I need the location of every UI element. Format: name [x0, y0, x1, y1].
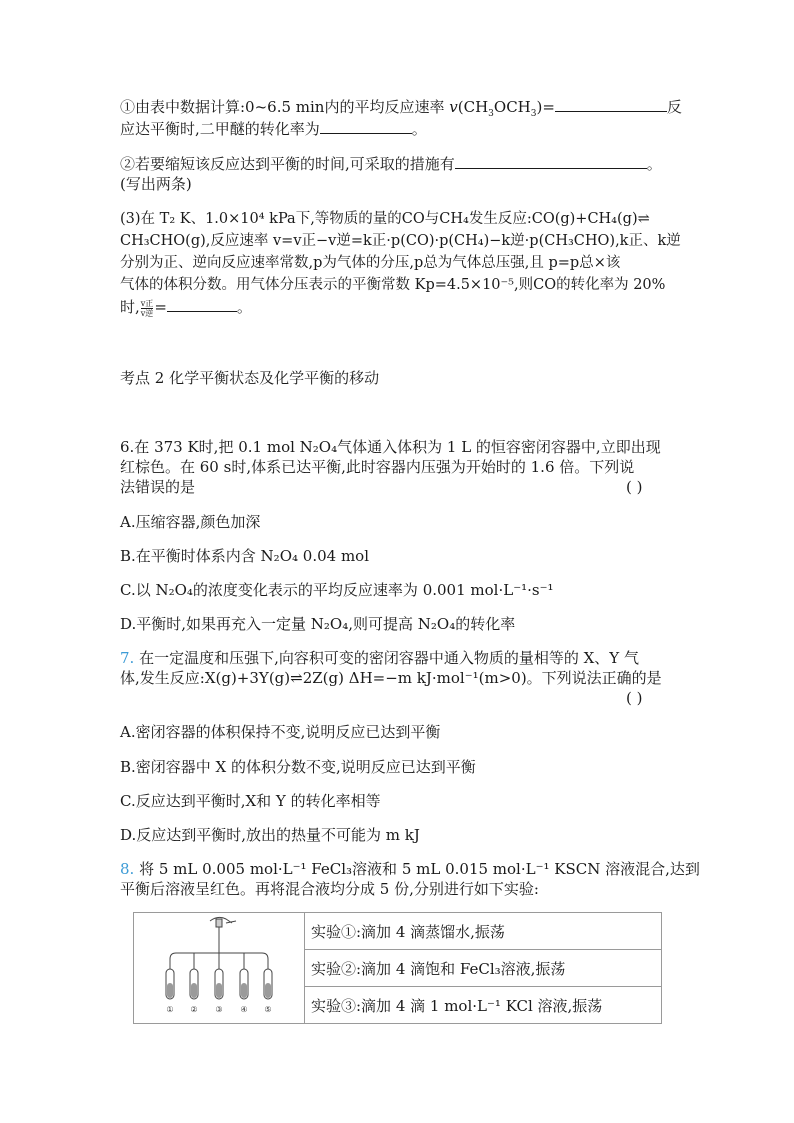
q7-stem: 在一定温度和压强下,向容积可变的密闭容器中通入物质的量相等的 X、Y 气	[134, 649, 639, 667]
q5-part3-line4: 气体的体积分数。用气体分压表示的平衡常数 Kp=4.5×10⁻⁵,则CO的转化率为 20%	[120, 277, 666, 293]
tube-label-2: ②	[190, 1005, 198, 1014]
period: 。	[646, 155, 662, 173]
q6-option-b[interactable]: B.在平衡时体系内含 N₂O₄ 0.04 mol	[120, 547, 369, 565]
test-tube-1	[166, 969, 174, 999]
experiment-1-cell: 实验①:滴加 4 滴蒸馏水,振荡	[305, 913, 662, 950]
q8-line1	[120, 859, 700, 879]
period: 。	[411, 120, 427, 138]
q7-number: 7.	[120, 649, 135, 667]
period: 。	[236, 298, 252, 316]
q5-part2-line1	[120, 154, 662, 174]
test-tube-2	[190, 969, 198, 999]
test-tube-4	[240, 969, 248, 999]
q6-stem-end: 法错误的是	[120, 478, 196, 496]
q5-when-text: 时,	[120, 298, 140, 316]
fraction-numerator: v正	[140, 298, 154, 308]
test-tube-row	[166, 969, 272, 999]
q7-line2: 体,发生反应:X(g)+3Y(g)⇌2Z(g) ΔH=−m kJ·mol⁻¹(m>0)。下列说法正确的是	[120, 669, 662, 687]
q6-option-d[interactable]: D.平衡时,如果再充入一定量 N₂O₄,则可提高 N₂O₄的转化率	[120, 615, 516, 633]
q6-option-a[interactable]: A.压缩容器,颜色加深	[120, 513, 261, 531]
tube-label-5: ⑤	[264, 1005, 272, 1014]
equals-sign: =	[154, 298, 167, 316]
test-tubes-diagram	[134, 913, 304, 1019]
tube-label-1: ①	[166, 1005, 174, 1014]
experiment-table	[133, 912, 662, 1024]
tube-label-3: ③	[215, 1005, 223, 1014]
q7-option-d[interactable]: D.反应达到平衡时,放出的热量不可能为 m kJ	[120, 826, 420, 844]
answer-blank-conversion[interactable]	[320, 119, 412, 134]
q5-species-mid: OCH	[493, 98, 531, 116]
q7-option-b[interactable]: B.密闭容器中 X 的体积分数不变,说明反应已达到平衡	[120, 758, 476, 776]
fraction-denominator: v逆	[140, 308, 154, 318]
answer-blank-measures[interactable]	[455, 154, 647, 169]
subscript: 3	[488, 109, 494, 119]
q6-line3	[120, 477, 195, 497]
q5-part1-text: ①由表中数据计算:0~6.5 min内的平均反应速率	[120, 98, 450, 116]
subscript: 3	[530, 109, 537, 119]
q5-line1-tail: 反	[666, 98, 682, 116]
rate-fraction	[141, 299, 154, 318]
q5-part3-line5	[120, 297, 252, 318]
q7-line1	[120, 648, 639, 668]
dropper-icon	[210, 917, 236, 945]
q5-part2-line2: (写出两条)	[120, 175, 192, 193]
q6-option-c[interactable]: C.以 N₂O₄的浓度变化表示的平均反应速率为 0.001 mol·L⁻¹·s⁻¹	[120, 581, 554, 599]
q7-answer-paren[interactable]: ( )	[626, 689, 643, 707]
q7-option-c[interactable]: C.反应达到平衡时,X和 Y 的转化率相等	[120, 792, 381, 810]
answer-blank-rate[interactable]	[555, 97, 667, 112]
q5-part3-line3: 分别为正、逆向反应速率常数,p为气体的分压,p总为气体总压强,且 p=p总×该	[120, 255, 621, 271]
q6-line2: 红棕色。在 60 s时,体系已达平衡,此时容器内压强为开始时的 1.6 倍。下列说	[120, 458, 635, 476]
experiment-2-cell: 实验②:滴加 4 滴饱和 FeCl₃溶液,振荡	[305, 950, 662, 987]
q5-part3-line1: (3)在 T₂ K、1.0×10⁴ kPa下,等物质的量的CO与CH₄发生反应:CO(g)+CH₄(g)⇌	[120, 211, 650, 227]
section-heading: 考点 2 化学平衡状态及化学平衡的移动	[120, 369, 380, 387]
q5-measures-text: ②若要缩短该反应达到平衡的时间,可采取的措施有	[120, 155, 455, 173]
q6-answer-paren[interactable]: ( )	[626, 478, 643, 496]
test-tube-3	[215, 969, 223, 999]
q5-species-end: )=	[536, 98, 555, 116]
experiment-3-cell: 实验③:滴加 4 滴 1 mol·L⁻¹ KCl 溶液,振荡	[305, 987, 662, 1024]
q7-option-a[interactable]: A.密闭容器的体积保持不变,说明反应已达到平衡	[120, 723, 441, 741]
answer-blank-ratio[interactable]	[167, 297, 237, 312]
q8-line2: 平衡后溶液呈红色。再将混合液均分成 5 份,分别进行如下实验:	[120, 880, 539, 898]
q6-line1: 6.在 373 K时,把 0.1 mol N₂O₄气体通入体积为 1 L 的恒容密闭容器中,立即出现	[120, 438, 661, 456]
q5-part3-line2: CH₃CHO(g),反应速率 v=v正−v逆=k正·p(CO)·p(CH₄)−k逆·p(CH₃CHO),k正、k逆	[120, 233, 681, 249]
test-tube-5	[264, 969, 272, 999]
q5-species: (CH	[457, 98, 489, 116]
q5-rate-symbol: v	[449, 98, 458, 116]
q8-stem: 将 5 mL 0.005 mol·L⁻¹ FeCl₃溶液和 5 mL 0.015 mol·L⁻¹ KSCN 溶液混合,达到	[134, 860, 700, 878]
tube-label-4: ④	[240, 1005, 248, 1014]
q5-part1-line2	[120, 119, 427, 139]
q5-part1-line1	[120, 97, 682, 117]
q5-conversion-text: 应达平衡时,二甲醚的转化率为	[120, 120, 320, 138]
q8-number: 8.	[120, 860, 135, 878]
test-tube-figure	[134, 913, 305, 1024]
